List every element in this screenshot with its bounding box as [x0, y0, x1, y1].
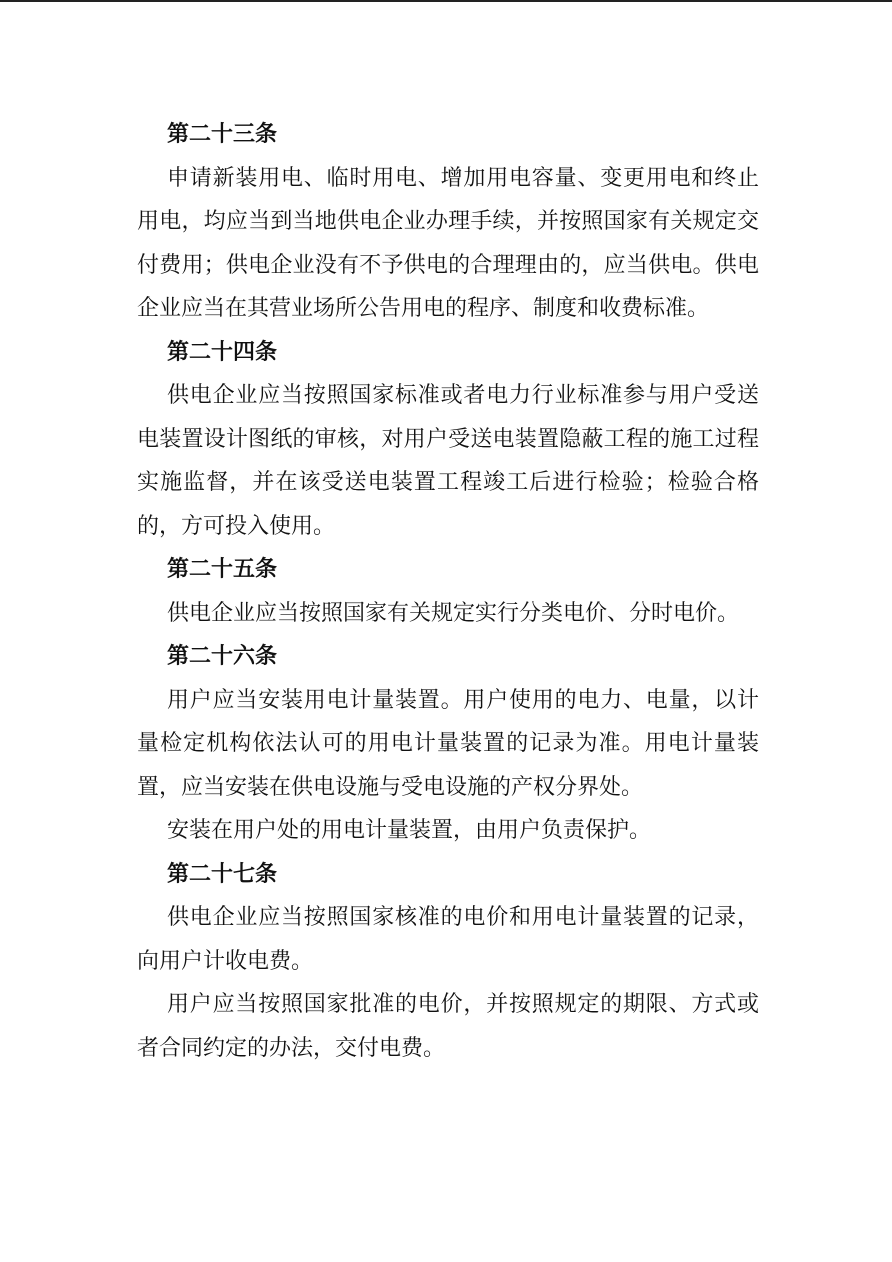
article-paragraph: 用户应当安装用电计量装置。用户使用的电力、电量，以计量检定机构依法认可的用电计量装置的记录为准。用电计量装置，应当安装在供电设施与受电设施的产权分界处。 [137, 687, 759, 800]
article-27 [137, 853, 759, 1071]
article-heading: 第二十四条 [167, 339, 278, 365]
article-heading: 第二十六条 [167, 644, 278, 669]
article-23 [137, 113, 759, 331]
article-heading: 第二十三条 [167, 122, 278, 147]
article-paragraph: 供电企业应当按照国家标准或者电力行业标准参与用户受送电装置设计图纸的审核，对用户受送电装置隐蔽工程的施工过程实施监督，并在该受送电装置工程竣工后进行检验；检验合格的，方可投入使用。 [137, 383, 759, 539]
page-top-border [0, 0, 892, 2]
article-24 [137, 331, 759, 549]
article-paragraph: 用户应当按照国家批准的电价，并按照规定的期限、方式或者合同约定的办法，交付电费。 [137, 992, 759, 1061]
article-26 [137, 635, 759, 853]
article-25 [137, 548, 759, 635]
article-paragraph: 供电企业应当按照国家有关规定实行分类电价、分时电价。 [167, 600, 740, 626]
article-paragraph: 申请新装用电、临时用电、增加用电容量、变更用电和终止用电，均应当到当地供电企业办理手续，并按照国家有关规定交付费用；供电企业没有不予供电的合理理由的，应当供电。供电企业应当在其营业场所公告用电的程序、制度和收费标准。 [137, 165, 759, 321]
document-body [137, 113, 759, 1070]
article-heading: 第二十七条 [167, 861, 278, 887]
article-paragraph: 安装在用户处的用电计量装置，由用户负责保护。 [167, 818, 652, 843]
article-heading: 第二十五条 [167, 557, 278, 582]
article-paragraph: 供电企业应当按照国家核准的电价和用电计量装置的记录，向用户计收电费。 [137, 905, 759, 974]
